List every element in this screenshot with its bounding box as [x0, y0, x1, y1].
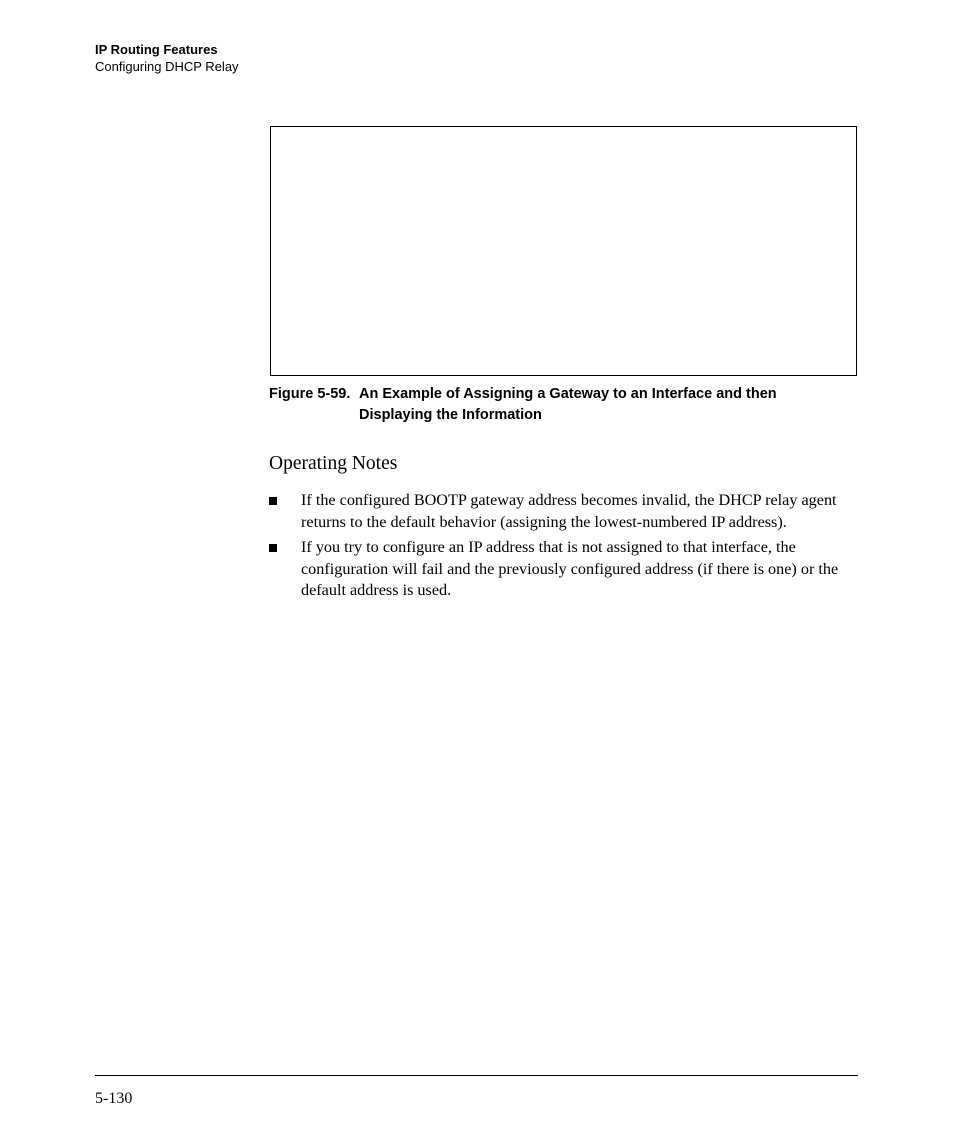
operating-notes-list: [269, 490, 861, 606]
bullet-text: If the configured BOOTP gateway address becomes invalid, the DHCP relay agent returns to the default behavior (assigning the lowest-numbered IP address).: [301, 491, 837, 531]
figure-caption-line-2: Displaying the Information: [359, 407, 542, 423]
figure-caption: [269, 384, 869, 426]
square-bullet-icon: [269, 497, 277, 505]
square-bullet-icon: [269, 544, 277, 552]
header-section-title: IP Routing Features: [95, 42, 218, 57]
figure-caption-line-1: An Example of Assigning a Gateway to an Interface and then: [359, 386, 777, 402]
page-number: 5-130: [95, 1090, 133, 1107]
header-subsection-title: Configuring DHCP Relay: [95, 59, 239, 74]
figure-frame: [270, 126, 857, 376]
running-header: [95, 41, 239, 75]
bullet-text: If you try to configure an IP address that is not assigned to that interface, the configuration will fail and the previously configured address (if there is one) or the default address is used.: [301, 538, 839, 599]
footer-divider: [95, 1075, 858, 1076]
figure-number: Figure 5-59.: [269, 386, 351, 402]
list-item: [269, 537, 861, 602]
list-item: [269, 490, 861, 533]
figure-caption-text: [359, 384, 839, 426]
operating-notes-heading: Operating Notes: [269, 453, 398, 474]
